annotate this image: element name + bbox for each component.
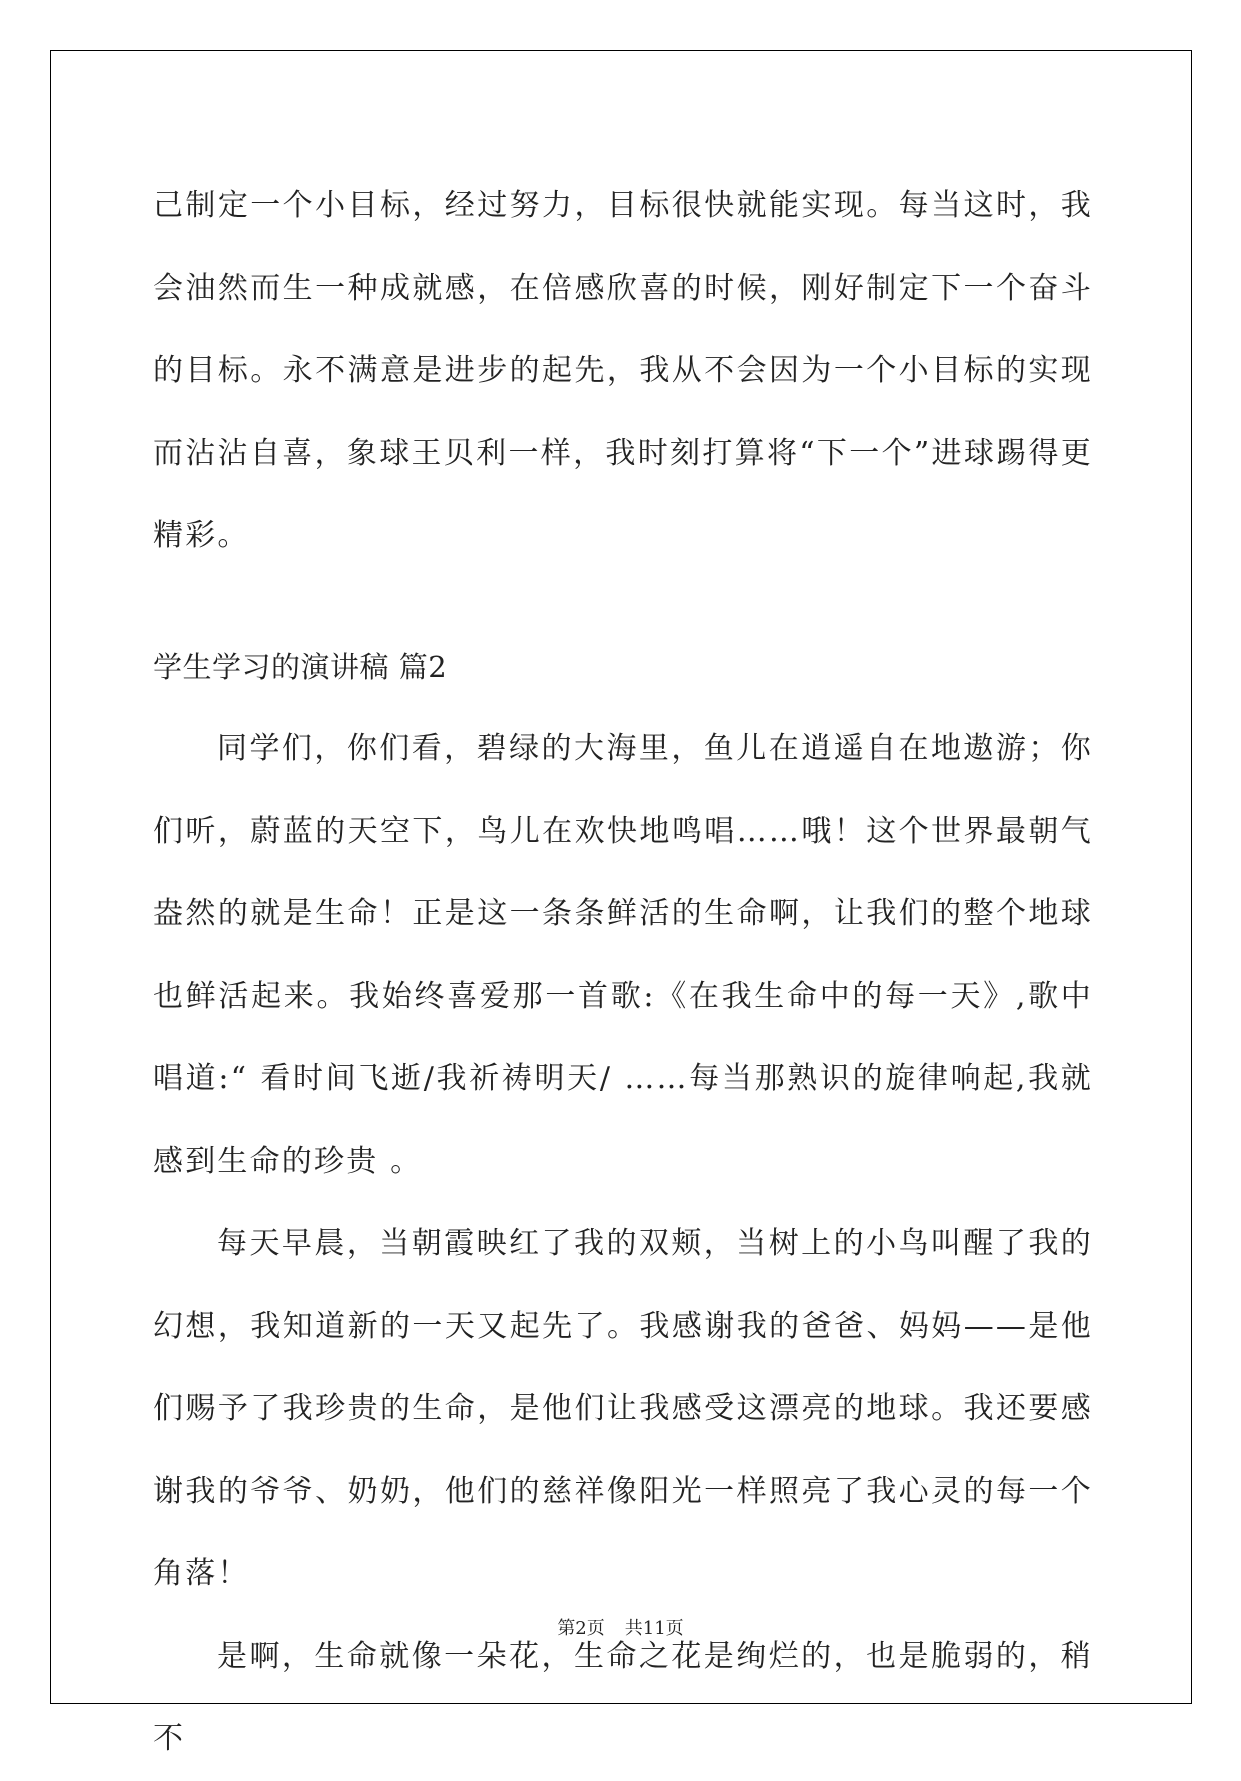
paragraph: 是啊，生命就像一朵花，生命之花是绚烂的，也是脆弱的，稍不 (153, 1638, 1093, 1756)
document-body (153, 165, 1093, 1781)
page-footer (0, 1614, 1241, 1640)
paragraph: 同学们，你们看，碧绿的大海里，鱼儿在逍遥自在地遨游；你们听，蔚蓝的天空下，鸟儿在欢快地鸣唱……哦！这个世界最朝气盎然的就是生命！正是这一条条鲜活的生命啊，让我们的整个地球也鲜活起来。我始终喜爱那一首歌:《在我生命中的每一天》,歌中唱道:“ 看时间飞逝/我祈祷明天/ ……每当那熟识的旋律响起,我就感到生命的珍贵 。 (153, 731, 1093, 1179)
page-total: 共11页 (624, 1618, 684, 1639)
paragraph-continued: 己制定一个小目标，经过努力，目标很快就能实现。每当这时，我会油然而生一种成就感，在倍感欣喜的时候，刚好制定下一个奋斗的目标。永不满意是进步的起先，我从不会因为一个小目标的实现而沾沾自喜，象球王贝利一样，我时刻打算将“下一个”进球踢得更精彩。 (153, 188, 1093, 553)
section-heading: 学生学习的演讲稿 篇2 (153, 649, 448, 684)
page-number: 第2页 (557, 1618, 605, 1639)
paragraph: 每天早晨，当朝霞映红了我的双颊，当树上的小鸟叫醒了我的幻想，我知道新的一天又起先了。我感谢我的爸爸、妈妈——是他们赐予了我珍贵的生命，是他们让我感受这漂亮的地球。我还要感谢我的爷爷、奶奶，他们的慈祥像阳光一样照亮了我心灵的每一个角落！ (153, 1226, 1093, 1591)
